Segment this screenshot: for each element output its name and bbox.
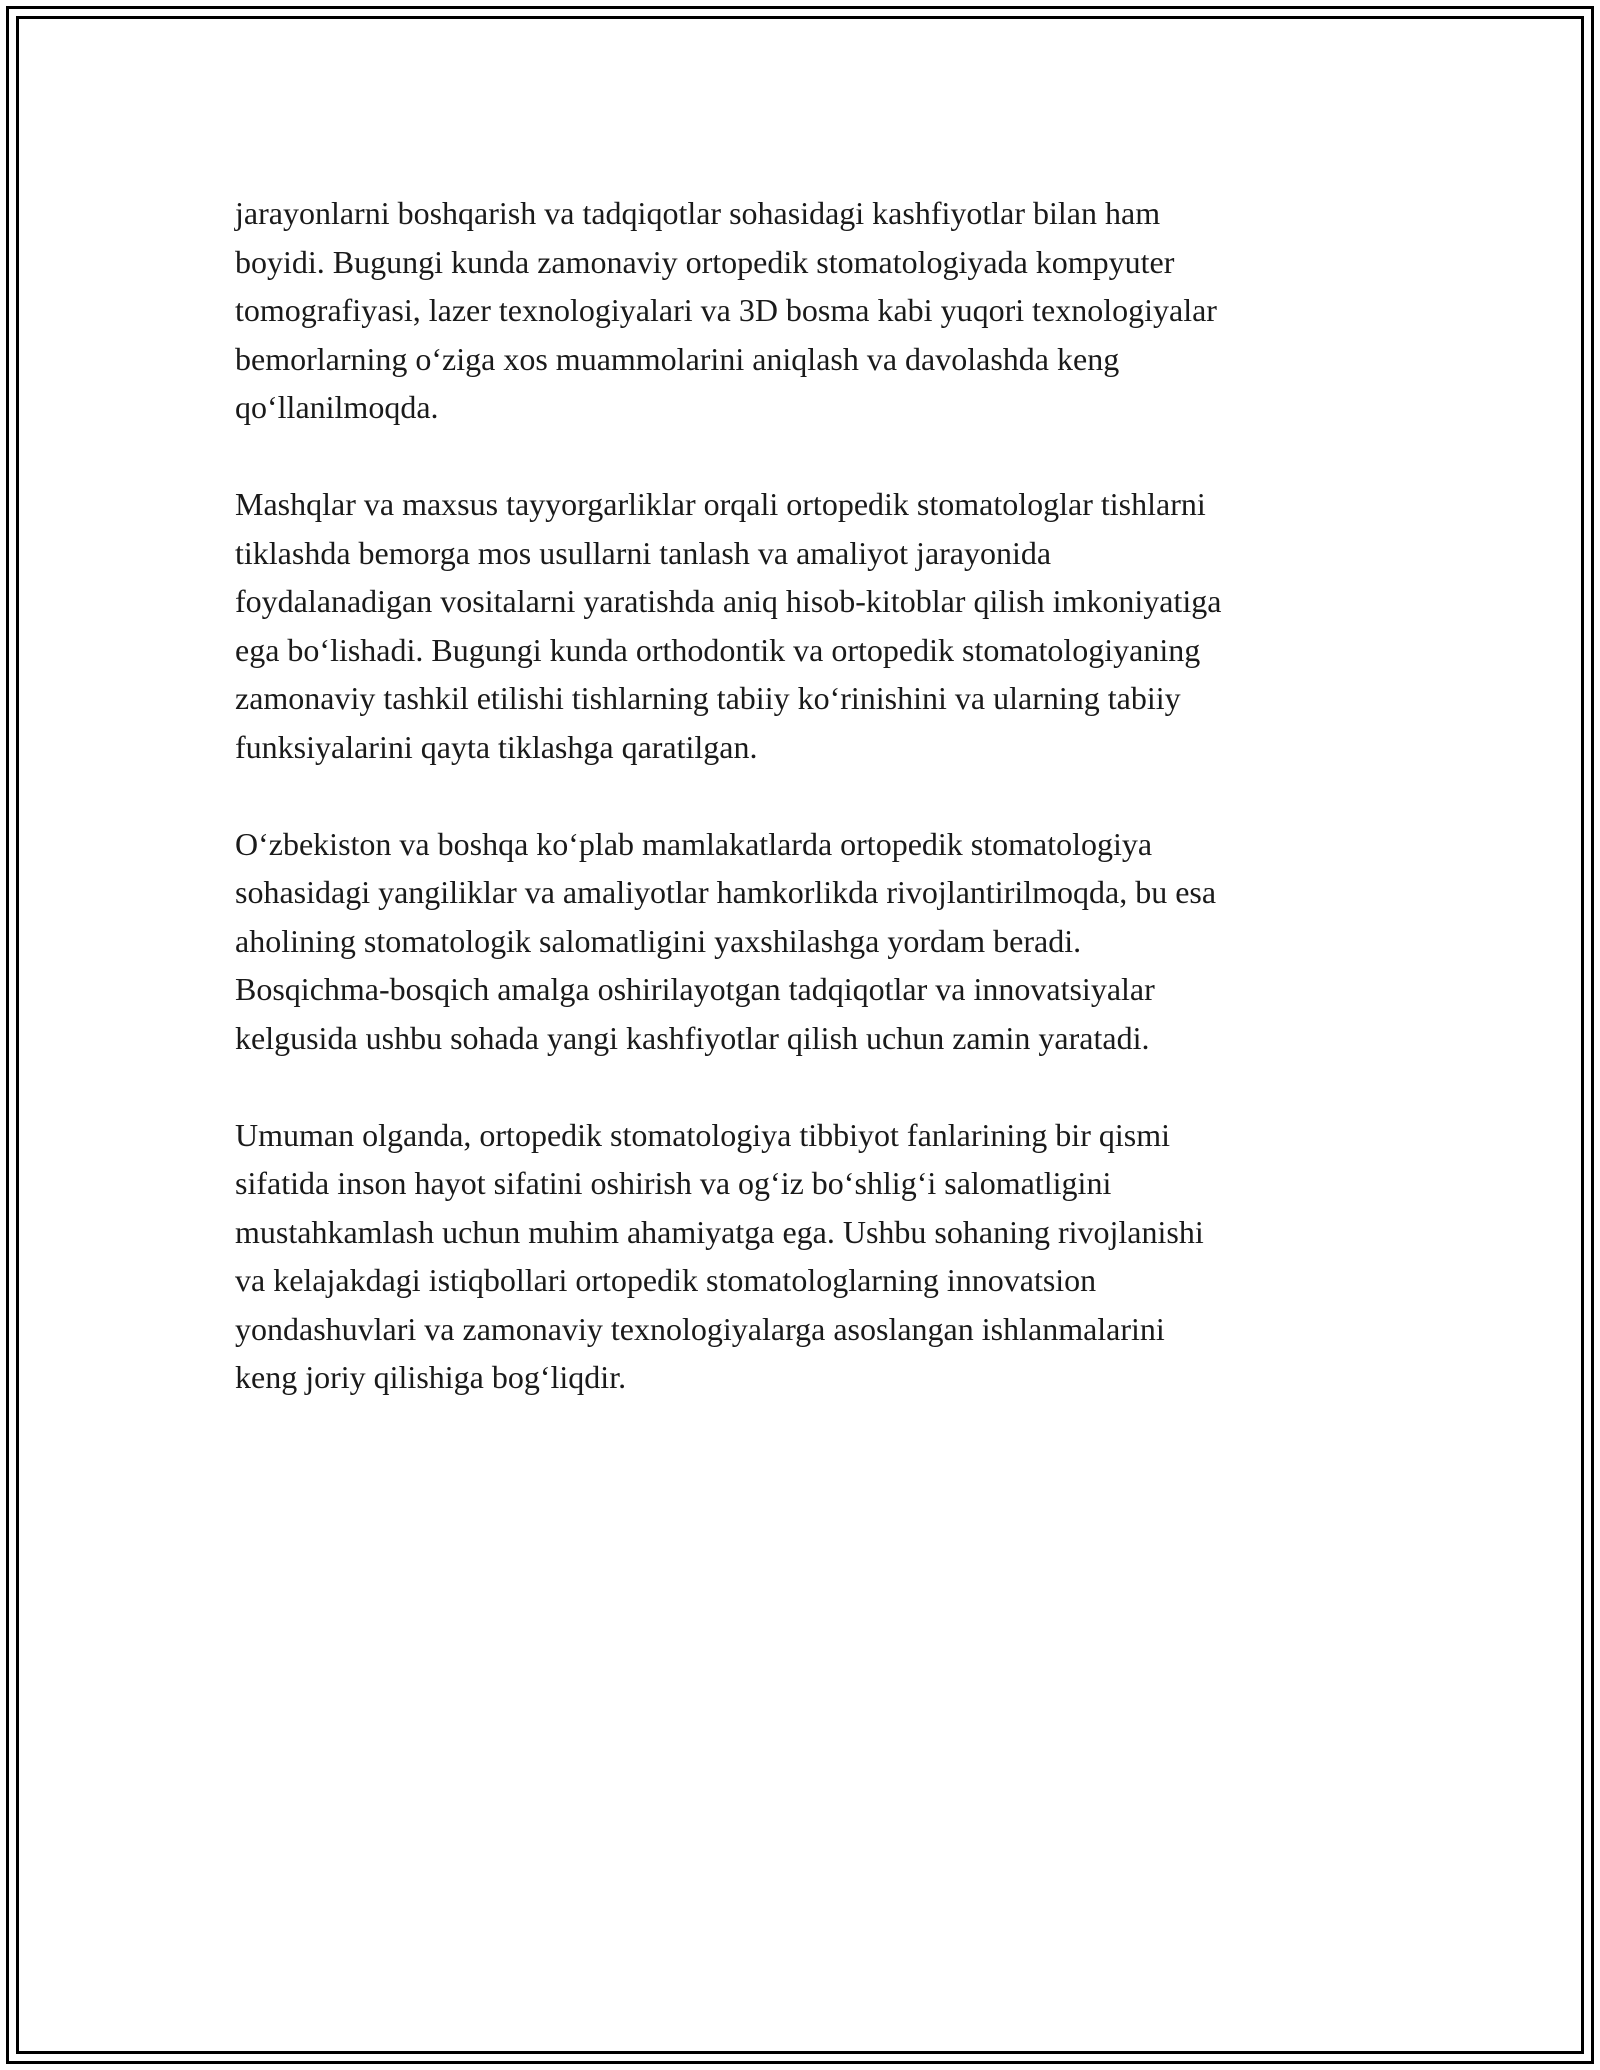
document-body: [235, 189, 1375, 1402]
paragraph-1: [235, 189, 1375, 432]
text-line: ega bo‘lishadi. Bugungi kunda orthodontik va ortopedik stomatologiyaning: [235, 631, 1201, 668]
text-line: kelgusida ushbu sohada yangi kashfiyotlar qilish uchun zamin yaratadi.: [235, 1019, 1150, 1056]
text-line: Bosqichma-bosqich amalga oshirilayotgan tadqiqotlar va innovatsiyalar: [235, 971, 1155, 1007]
paragraph-2: [235, 480, 1375, 771]
text-line: sifatida inson hayot sifatini oshirish va og‘iz bo‘shlig‘i salomatligini: [235, 1165, 1112, 1201]
text-line: foydalanadigan vositalarni yaratishda aniq hisob-kitoblar qilish imkoniyatiga: [235, 583, 1222, 619]
text-line: sohasidagi yangiliklar va amaliyotlar hamkorlikda rivojlantirilmoqda, bu esa: [235, 874, 1217, 910]
text-line: zamonaviy tashkil etilishi tishlarning tabiiy ko‘rinishini va ularning tabiiy: [235, 680, 1181, 716]
text-line: yondashuvlari va zamonaviy texnologiyalarga asoslangan ishlanmalarini: [235, 1310, 1165, 1347]
text-line: funksiyalarini qayta tiklashga qaratilgan.: [235, 728, 758, 765]
text-line: Umuman olganda, ortopedik stomatologiya tibbiyot fanlarining bir qismi: [235, 1116, 1170, 1153]
text-line: mustahkamlash uchun muhim ahamiyatga ega. Ushbu sohaning rivojlanishi: [235, 1213, 1204, 1250]
text-line: qo‘llanilmoqda.: [235, 389, 439, 425]
text-line: O‘zbekiston va boshqa ko‘plab mamlakatlarda ortopedik stomatologiya: [235, 825, 1153, 862]
text-line: jarayonlarni boshqarish va tadqiqotlar sohasidagi kashfiyotlar bilan ham: [235, 195, 1161, 231]
text-line: Mashqlar va maxsus tayyorgarliklar orqali ortopedik stomatologlar tishlarni: [235, 486, 1206, 522]
text-line: tiklashda bemorga mos usullarni tanlash va amaliyot jarayonida: [235, 534, 1052, 571]
text-line: bemorlarning o‘ziga xos muammolarini aniqlash va davolashda keng: [235, 340, 1120, 377]
text-line: keng joriy qilishiga bog‘liqdir.: [235, 1359, 627, 1395]
text-line: aholining stomatologik salomatligini yaxshilashga yordam beradi.: [235, 922, 1082, 959]
paragraph-4: [235, 1111, 1375, 1402]
text-line: va kelajakdagi istiqbollari ortopedik stomatologlarning innovatsion: [235, 1262, 1097, 1298]
text-line: tomografiyasi, lazer texnologiyalari va 3D bosma kabi yuqori texnologiyalar: [235, 292, 1217, 328]
paragraph-3: [235, 820, 1375, 1063]
text-line: boyidi. Bugungi kunda zamonaviy ortopedik stomatologiyada kompyuter: [235, 243, 1175, 280]
